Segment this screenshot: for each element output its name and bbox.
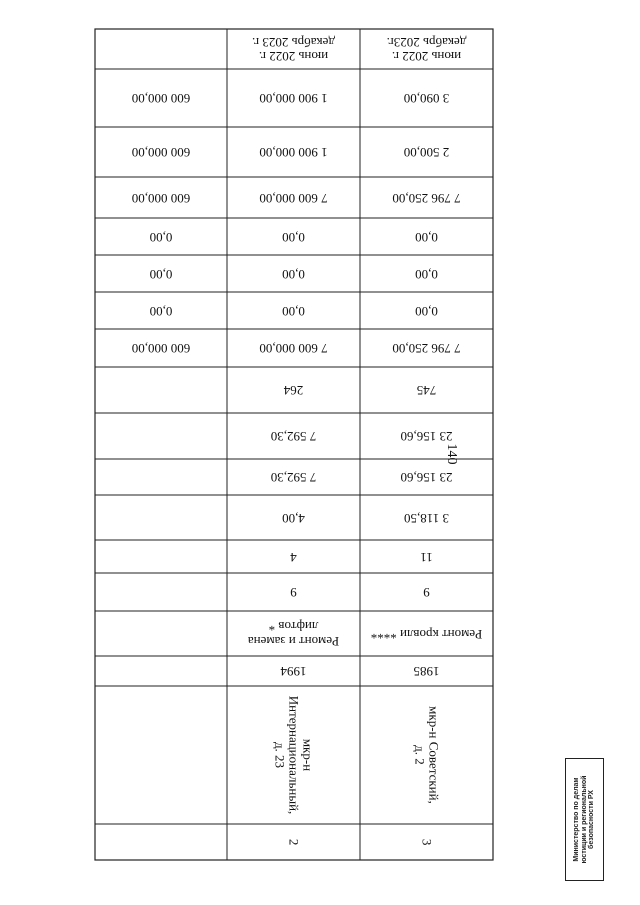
row3-owners-total: 7 796 250,00 [392,190,461,206]
row3-funds-b: 3 090,00 [403,91,450,107]
row2-area: 4,00 [282,510,305,526]
row2-funds-b: 1 900 000,00 [259,91,328,107]
row2-zero-3: 0,00 [282,303,305,319]
first-column-value-5: 0,00 [149,266,173,282]
ministry-stamp [565,758,604,881]
first-column-value-1: 600 000,00 [131,91,191,107]
row2-address-cell [227,686,360,824]
row3-count-2: 11 [420,549,433,565]
row2-residents: 264 [283,383,304,399]
row2-area-3: 7 592,30 [270,429,317,445]
row2-work: Ремонт и замена лифтов * [247,619,340,649]
row3-area-3: 23 156,60 [400,429,453,445]
row3-zero-2: 0,00 [415,266,438,282]
row3-area-2: 23 156,60 [400,470,453,486]
first-column-value-3: 600 000,00 [131,190,191,206]
row3-index-cell [360,824,493,860]
row2-zero-1: 0,00 [282,229,305,245]
row2-index: 2 [286,838,302,846]
row2-count-1: 9 [290,585,297,601]
row3-work: Ремонт кровли **** [370,626,483,642]
first-column-value-2: 600 000,00 [131,145,191,161]
row3-index: 3 [419,838,435,846]
ministry-stamp-text: Министерство по делам юстиции и региональной безопасности РХ [573,775,596,864]
first-column-value-6: 0,00 [149,303,173,319]
period-cell-row3: июнь 2022 г. декабрь 2023г. [386,35,467,65]
row3-count-1: 9 [423,585,430,601]
row3-zero-3: 0,00 [415,303,438,319]
row3-year: 1985 [413,664,440,680]
row2-year: 1994 [280,664,307,680]
row2-area-2: 7 592,30 [270,470,317,486]
row3-zero-1: 0,00 [415,229,438,245]
row3-address: мкр-н Советский, д. 2 [412,706,442,804]
first-column-value-7: 600 000,00 [131,341,191,357]
period-cell-row2: июнь 2022 г. декабрь 2023 г. [252,35,335,65]
row3-residents: 745 [416,383,437,399]
rotated-data-table [95,29,493,860]
row3-total: 7 796 250,00 [392,341,461,357]
row2-total: 7 600 000,00 [259,341,328,357]
row2-owners-total: 7 600 000,00 [259,190,328,206]
row2-funds-a: 1 900 000,00 [259,145,328,161]
row3-funds-a: 2 500,00 [403,145,450,161]
row2-address: мкр-н Интернациональный, д. 23 [272,695,316,815]
row2-zero-2: 0,00 [282,266,305,282]
row3-address-cell [360,686,493,824]
first-column-value-4: 0,00 [149,229,173,245]
page-number: 140 [444,443,459,465]
row2-count-2: 4 [290,549,297,565]
row2-index-cell [227,824,360,860]
row3-area: 3 118,50 [403,510,450,526]
